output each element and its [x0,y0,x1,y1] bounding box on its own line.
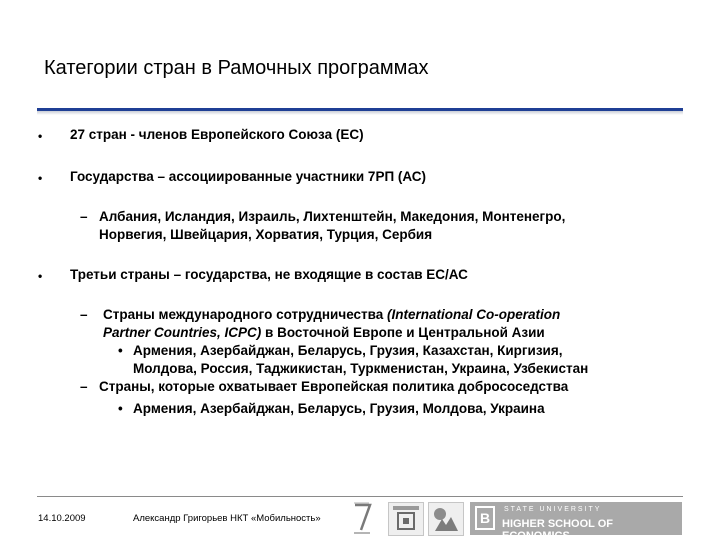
icpc-text-italic-1: (International Co-operation [387,307,561,322]
fp7-logo-icon [352,500,374,536]
associated-countries-line2: Норвегия, Швейцария, Хорватия, Турция, Сербия [99,227,433,242]
neighbourhood-countries: Армения, Азербайджан, Беларусь, Грузия, Молдова, Украина [133,401,545,416]
sub-dash: – [80,209,88,224]
bullet-eu-members: 27 стран - членов Европейского Союза (ЕС) [70,127,364,142]
bullet-third-countries: Третьи страны – государства, не входящие в состав ЕС/АС [70,267,468,282]
associated-countries-line1: Албания, Исландия, Израиль, Лихтенштейн, Македония, Монтенегро, [99,209,566,224]
sub-sub-bullet: • [118,343,123,358]
neighbourhood-policy: Страны, которые охватывает Европейская политика добрососедства [99,379,569,394]
title-rule-shadow [37,111,683,115]
associated-countries-list [99,208,565,244]
icpc-text-b: в Восточной Европе и Центральной Азии [261,325,545,340]
slide-title: Категории стран в Рамочных программах [44,57,429,79]
footer-rule [37,496,683,497]
icpc-countries-line1: Армения, Азербайджан, Беларусь, Грузия, Казахстан, Киргизия, [133,343,563,358]
footer-date: 14.10.2009 [38,513,86,524]
bullet-marker: • [38,269,43,283]
hse-logo [470,502,682,542]
sub-sub-bullet: • [118,401,123,416]
partner-logo-icon [388,502,424,536]
hse-logo-bottom-text: HIGHER SCHOOL OF ECONOMICS [502,518,614,542]
icpc-countries-list [133,342,588,378]
icpc-text-a: Страны международного сотрудничества [103,307,388,322]
hse-logo-top-text: STATE UNIVERSITY [504,506,602,513]
bullet-marker: • [38,129,43,143]
partner-emblem-icon [428,502,464,536]
hse-mark-icon: В [475,506,495,530]
bullet-associated-states: Государства – ассоциированные участники 7РП (АС) [70,169,427,184]
sub-dash: – [80,379,88,394]
footer-author: Александр Григорьев НКТ «Мобильность» [133,513,321,524]
icpc-description [103,306,693,342]
icpc-text-italic-2: Partner Countries, ICPC) [103,325,262,340]
icpc-countries-line2: Молдова, Россия, Таджикистан, Туркменистан, Украина, Узбекистан [133,361,589,376]
sub-dash: – [80,307,88,322]
bullet-marker: • [38,171,43,185]
